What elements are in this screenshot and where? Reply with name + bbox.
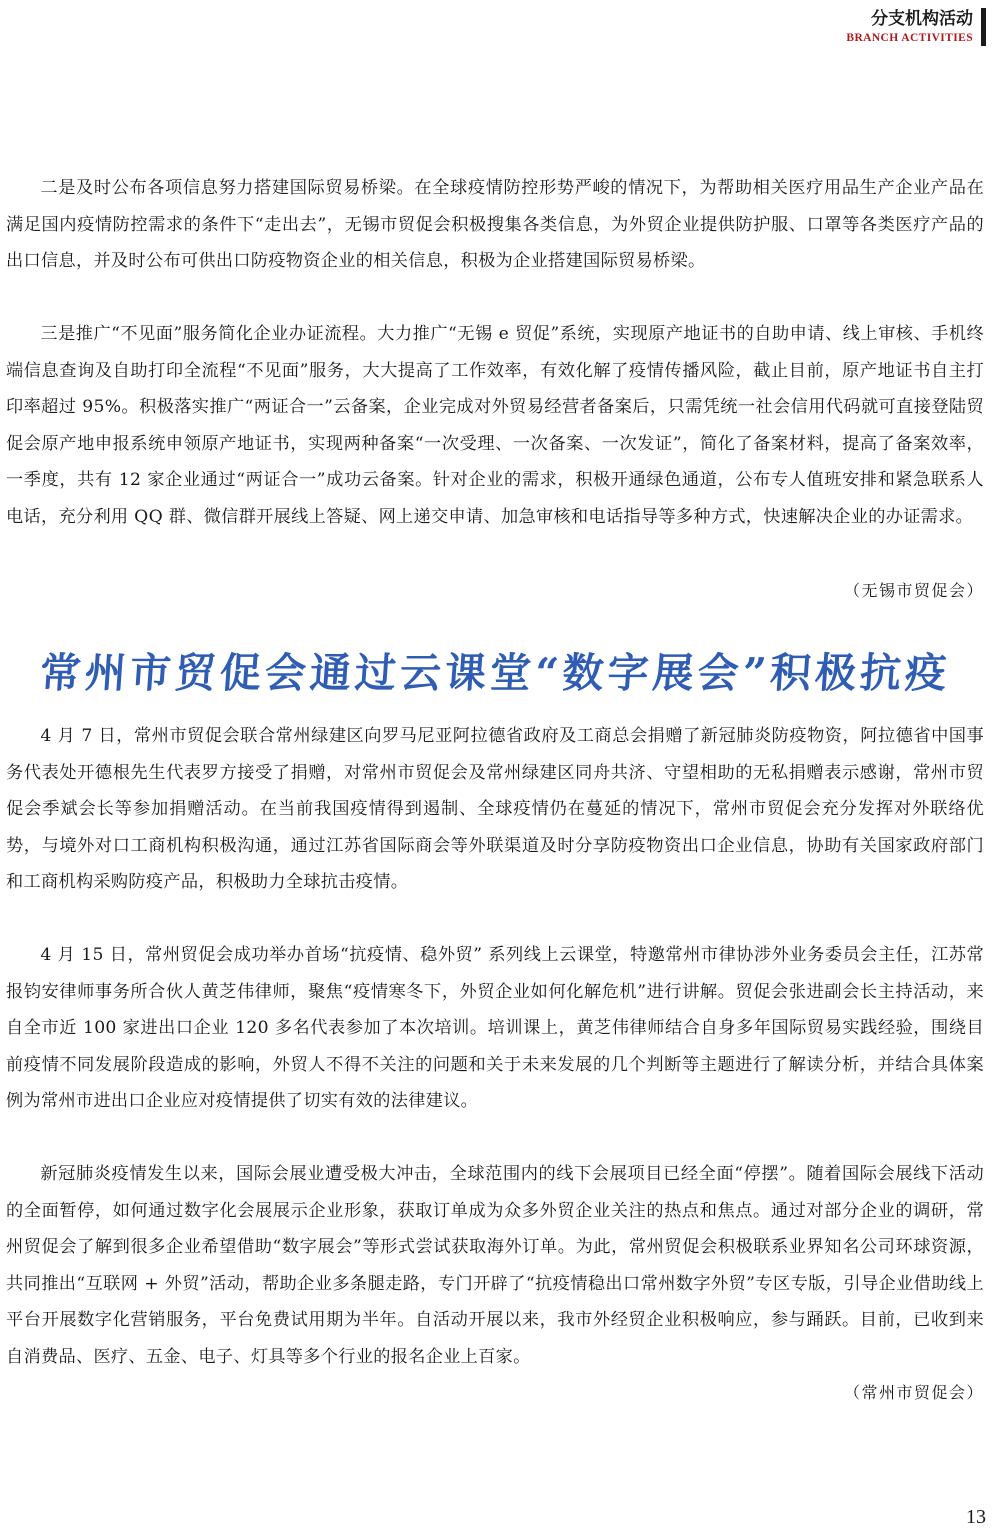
header-title-en: BRANCH ACTIVITIES	[846, 32, 973, 44]
page-header	[846, 8, 986, 46]
header-bar	[981, 8, 986, 46]
paragraph-digital-expo: 新冠肺炎疫情发生以来，国际会展业遭受极大冲击，全球范围内的线下会展项目已经全面“停摆”。随着国际会展线下活动的全面暂停，如何通过数字化会展展示企业形象，获取订单成为众多外贸企业关注的热点和焦点。通过对部分企业的调研，常州贸促会了解到很多企业希望借助“数字展会”等形式尝试获取海外订单。为此，常州贸促会积极联系业界知名公司环球资源，共同推出“互联网 + 外贸”活动，帮助企业多条腿走路，专门开辟了“抗疫情稳出口常州数字外贸”专区专版，引导企业借助线上平台开展数字化营销服务，平台免费试用期为半年。自活动开展以来，我市外经贸企业积极响应，参与踊跃。目前，已收到来自消费品、医疗、五金、电子、灯具等多个行业的报名企业上百家。	[6, 1164, 984, 1367]
paragraph-donation: 4 月 7 日，常州市贸促会联合常州绿建区向罗马尼亚阿拉德省政府及工商总会捐赠了新冠肺炎防疫物资，阿拉德省中国事务代表处开德根先生代表罗方接受了捐赠，对常州市贸促会及常州绿建区同舟共济、守望相助的无私捐赠表示感谢，常州市贸促会季斌会长等参加捐赠活动。在当前我国疫情得到遏制、全球疫情仍在蔓延的情况下，常州市贸促会充分发挥对外联络优势，与境外对口工商机构积极沟通，通过江苏省国际商会等外联渠道及时分享防疫物资出口企业信息，协助有关国家政府部门和工商机构采购防疫产品，积极助力全球抗击疫情。	[6, 726, 984, 892]
header-title-cn: 分支机构活动	[871, 9, 973, 29]
page-number: 13	[966, 1506, 986, 1528]
paragraph-trade-bridge: 二是及时公布各项信息努力搭建国际贸易桥梁。在全球疫情防控形势严峻的情况下，为帮助相关医疗用品生产企业产品在满足国内疫情防控需求的条件下“走出去”，无锡市贸促会积极搜集各类信息，为外贸企业提供防护服、口罩等各类医疗产品的出口信息，并及时公布可供出口防疫物资企业的相关信息，积极为企业搭建国际贸易桥梁。	[6, 178, 984, 271]
paragraph-online-class: 4 月 15 日，常州贸促会成功举办首场“抗疫情、稳外贸” 系列线上云课堂，特邀常州市律协涉外业务委员会主任，江苏常报钧安律师事务所合伙人黄芝伟律师，聚焦“疫情寒冬下，外贸企业如何化解危机”进行讲解。贸促会张进副会长主持活动，来自全市近 100 家进出口企业 120 多名代表参加了本次培训。培训课上，黄芝伟律师结合自身多年国际贸易实践经验，围绕目前疫情不同发展阶段造成的影响，外贸人不得不关注的问题和关于未来发展的几个判断等主题进行了解读分析，并结合具体案例为常州市进出口企业应对疫情提供了切实有效的法律建议。	[6, 945, 984, 1111]
article-headline: 常州市贸促会通过云课堂“数字展会”积极抗疫	[38, 649, 952, 697]
header-text	[846, 8, 981, 46]
paragraph-contactless-service: 三是推广“不见面”服务简化企业办证流程。大力推广“无锡 e 贸促”系统，实现原产地证书的自助申请、线上审核、手机终端信息查询及自助打印全流程“不见面”服务，大大提高了工作效率，有效化解了疫情传播风险，截止目前，原产地证书自主打印率超过 95%。积极落实推广“两证合一”云备案，企业完成对外贸易经营者备案后，只需凭统一社会信用代码就可直接登陆贸促会原产地申报系统申领原产地证书，实现两种备案“一次受理、一次备案、一次发证”，简化了备案材料，提高了备案效率，一季度，共有 12 家企业通过“两证合一”成功云备案。针对企业的需求，积极开通绿色通道，公布专人值班安排和紧急联系人电话，充分利用 QQ 群、微信群开展线上答疑、网上递交申请、加急审核和电话指导等多种方式，快速解决企业的办证需求。	[6, 324, 984, 527]
source-changzhou: （常州市贸促会）	[843, 1383, 984, 1402]
source-wuxi: （无锡市贸促会）	[843, 581, 984, 600]
